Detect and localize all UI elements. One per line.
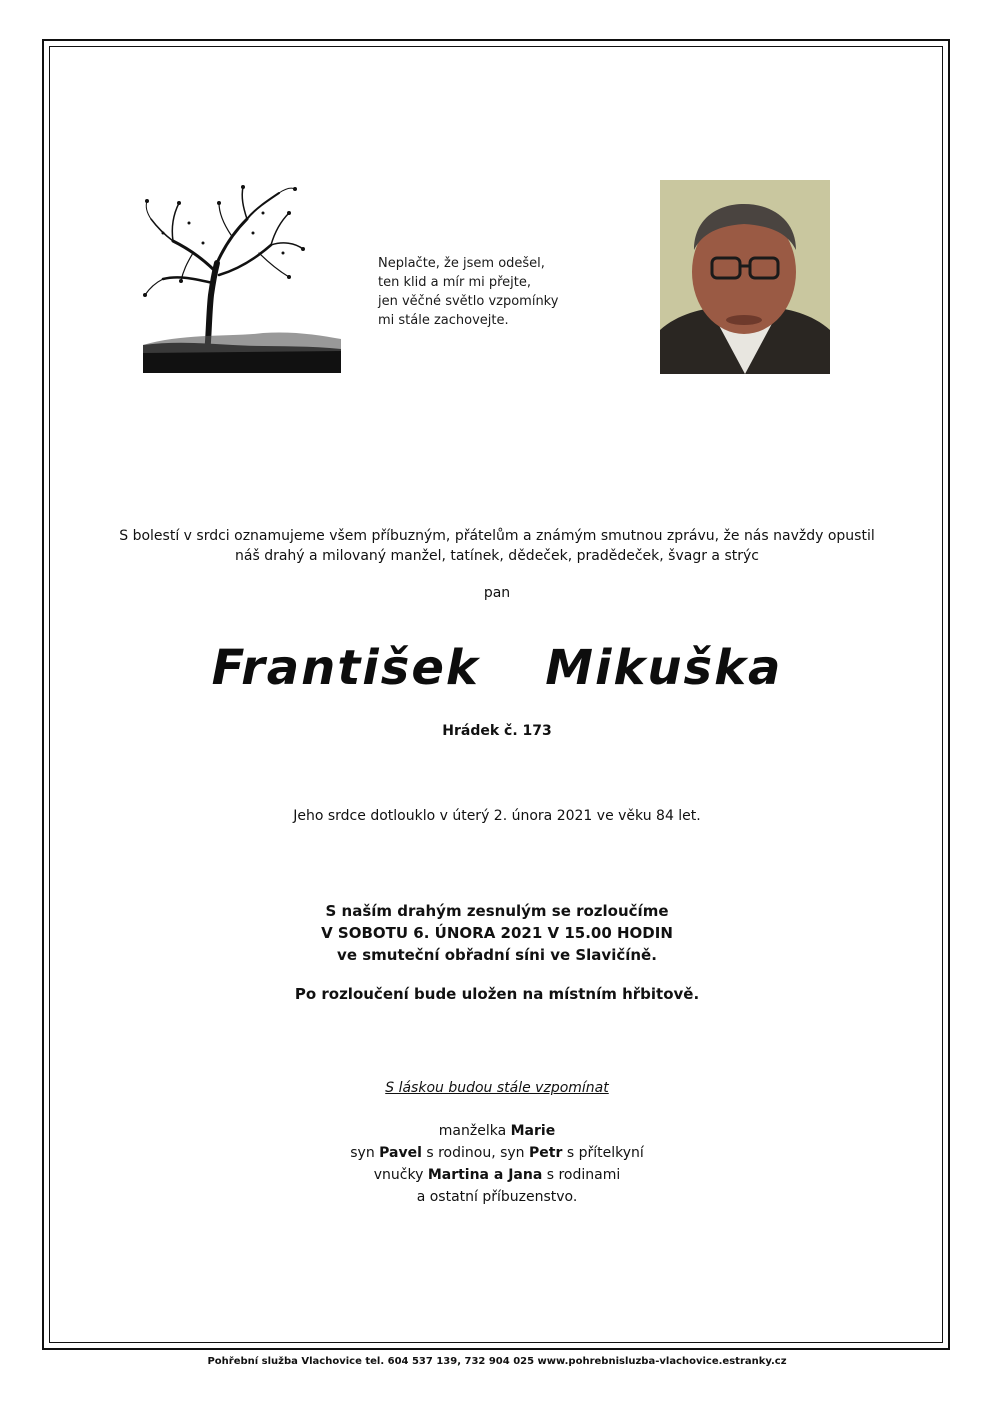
deceased-address: Hrádek č. 173 xyxy=(442,723,552,739)
mourner-sons xyxy=(50,1142,944,1164)
salutation: pan xyxy=(483,585,511,601)
farewell-line-3: ve smuteční obřadní síni ve Slavičíně. xyxy=(337,946,657,964)
portrait-photo xyxy=(660,180,830,374)
relation-label: syn xyxy=(350,1145,380,1161)
funeral-service-footer: Pohřební služba Vlachovice tel. 604 537 139, 732 904 025 www.pohrebnisluzba-vlachovice.estranky.cz xyxy=(207,1356,787,1367)
mourner-name: Petr xyxy=(529,1145,563,1161)
relation-label: s rodinou, syn xyxy=(421,1145,530,1161)
mourner-granddaughters xyxy=(50,1164,944,1186)
mourners-heading: S láskou budou stále vzpomínat xyxy=(385,1080,609,1096)
relation-label: vnučky xyxy=(373,1167,428,1183)
poem-line: mi stále zachovejte. xyxy=(378,313,509,328)
mourner-others: a ostatní příbuzenstvo. xyxy=(416,1189,578,1205)
farewell-line-2: V SOBOTU 6. ÚNORA 2021 V 15.00 HODIN xyxy=(321,924,673,942)
tree-illustration xyxy=(143,183,341,373)
mourner-name: Martina a Jana xyxy=(427,1167,543,1183)
farewell-details xyxy=(50,900,944,966)
announcement xyxy=(50,526,944,566)
farewell-line-1: S naším drahým zesnulým se rozloučíme xyxy=(325,902,669,920)
relation-label: s přítelkyní xyxy=(562,1145,644,1161)
mourner-name: Pavel xyxy=(379,1145,422,1161)
announcement-line-2: náš drahý a milovaný manžel, tatínek, dědeček, pradědeček, švagr a strýc xyxy=(235,548,759,564)
poem-line: jen věčné světlo vzpomínky xyxy=(378,294,559,309)
memorial-poem xyxy=(378,254,608,330)
announcement-line-1: S bolestí v srdci oznamujeme všem příbuzným, přátelům a známým smutnou zprávu, že nás navždy opustil xyxy=(119,528,875,544)
mourner-name: Marie xyxy=(510,1123,556,1139)
mourners-list xyxy=(50,1120,944,1208)
mourner-wife xyxy=(50,1120,944,1142)
poem-line: Neplačte, že jsem odešel, xyxy=(378,256,545,271)
deceased-name: František Mikuška xyxy=(211,640,783,696)
death-notice: Jeho srdce dotlouklo v úterý 2. února 2021 ve věku 84 let. xyxy=(293,808,701,824)
burial-notice: Po rozloučení bude uložen na místním hřbitově. xyxy=(294,985,700,1003)
relation-label: s rodinami xyxy=(542,1167,621,1183)
relation-label: manželka xyxy=(438,1123,511,1139)
poem-line: ten klid a mír mi přejte, xyxy=(378,275,532,290)
